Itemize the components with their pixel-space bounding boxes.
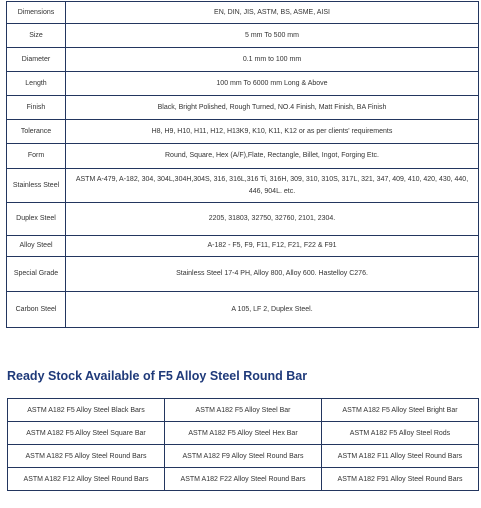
spec-row-dimensions xyxy=(7,2,479,24)
spec-value: EN, DIN, JIS, ASTM, BS, ASME, AISI xyxy=(66,2,479,24)
stock-cell: ASTM A182 F12 Alloy Steel Round Bars xyxy=(8,468,165,491)
ready-stock-table xyxy=(7,398,479,491)
spec-label: Form xyxy=(7,144,66,169)
spec-row-duplex-steel xyxy=(7,203,479,236)
stock-cell: ASTM A182 F5 Alloy Steel Square Bar xyxy=(8,422,165,445)
stock-cell: ASTM A182 F5 Alloy Steel Bright Bar xyxy=(322,399,479,422)
specifications-table xyxy=(6,1,479,328)
spec-label: Length xyxy=(7,72,66,96)
spec-label: Diameter xyxy=(7,48,66,72)
spec-value: H8, H9, H10, H11, H12, H13K9, K10, K11, K12 or as per clients' requirements xyxy=(66,120,479,144)
spec-label: Stainless Steel xyxy=(7,169,66,203)
spec-row-size xyxy=(7,24,479,48)
spec-value: Black, Bright Polished, Rough Turned, NO.4 Finish, Matt Finish, BA Finish xyxy=(66,96,479,120)
spec-label: Carbon Steel xyxy=(7,292,66,328)
spec-value: A 105, LF 2, Duplex Steel. xyxy=(66,292,479,328)
spec-row-tolerance xyxy=(7,120,479,144)
spec-value: ASTM A-479, A-182, 304, 304L,304H,304S, 316, 316L,316 Ti, 316H, 309, 310, 310S, 317L, 321, 347, 409, 410, 420, 430, 440, 446, 904L. etc. xyxy=(66,169,479,203)
stock-cell: ASTM A182 F22 Alloy Steel Round Bars xyxy=(165,468,322,491)
spec-row-carbon-steel xyxy=(7,292,479,328)
spec-value: 2205, 31803, 32750, 32760, 2101, 2304. xyxy=(66,203,479,236)
spec-row-alloy-steel xyxy=(7,236,479,257)
spec-value: Round, Square, Hex (A/F),Flate, Rectangle, Billet, Ingot, Forging Etc. xyxy=(66,144,479,169)
spec-value: 5 mm To 500 mm xyxy=(66,24,479,48)
spec-label: Alloy Steel xyxy=(7,236,66,257)
ready-stock-heading: Ready Stock Available of F5 Alloy Steel Round Bar xyxy=(7,369,308,383)
spec-row-diameter xyxy=(7,48,479,72)
spec-label: Special Grade xyxy=(7,257,66,292)
spec-label: Finish xyxy=(7,96,66,120)
spec-value: A-182 - F5, F9, F11, F12, F21, F22 & F91 xyxy=(66,236,479,257)
spec-row-finish xyxy=(7,96,479,120)
table-row xyxy=(8,422,479,445)
spec-value: 0.1 mm to 100 mm xyxy=(66,48,479,72)
stock-cell: ASTM A182 F5 Alloy Steel Bar xyxy=(165,399,322,422)
spec-row-special-grade xyxy=(7,257,479,292)
spec-row-length xyxy=(7,72,479,96)
spec-label: Duplex Steel xyxy=(7,203,66,236)
table-row xyxy=(8,468,479,491)
table-row xyxy=(8,399,479,422)
spec-label: Size xyxy=(7,24,66,48)
stock-cell: ASTM A182 F5 Alloy Steel Black Bars xyxy=(8,399,165,422)
stock-cell: ASTM A182 F9 Alloy Steel Round Bars xyxy=(165,445,322,468)
table-row xyxy=(8,445,479,468)
spec-label: Tolerance xyxy=(7,120,66,144)
spec-row-form xyxy=(7,144,479,169)
stock-cell: ASTM A182 F91 Alloy Steel Round Bars xyxy=(322,468,479,491)
stock-cell: ASTM A182 F5 Alloy Steel Hex Bar xyxy=(165,422,322,445)
stock-cell: ASTM A182 F11 Alloy Steel Round Bars xyxy=(322,445,479,468)
spec-row-stainless-steel xyxy=(7,169,479,203)
stock-cell: ASTM A182 F5 Alloy Steel Rods xyxy=(322,422,479,445)
spec-value: Stainless Steel 17-4 PH, Alloy 800, Alloy 600. Hastelloy C276. xyxy=(66,257,479,292)
spec-value: 100 mm To 6000 mm Long & Above xyxy=(66,72,479,96)
stock-cell: ASTM A182 F5 Alloy Steel Round Bars xyxy=(8,445,165,468)
spec-label: Dimensions xyxy=(7,2,66,24)
